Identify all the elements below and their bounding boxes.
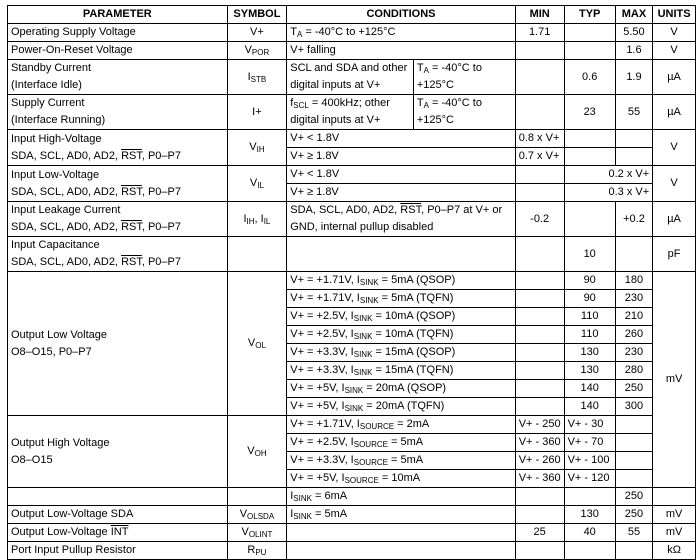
max-cell: 210: [615, 308, 652, 326]
min-cell: V+ - 360: [515, 434, 564, 452]
table-row: [8, 506, 696, 524]
units-cell: mV: [653, 506, 696, 524]
typ-cell: V+ - 30: [564, 416, 615, 434]
max-cell: 280: [615, 362, 652, 380]
typ-cell: 130: [564, 344, 615, 362]
symbol-cell: $V_{OLSDA}$: [227, 506, 287, 524]
condition-cell: V+ = +1.71V, $I_{SINK} = 5mA$ (TQFN): [287, 290, 515, 308]
min-cell: V+ - 250: [515, 416, 564, 434]
header-max: MAX: [615, 6, 652, 24]
units-cell: µA: [653, 202, 696, 237]
min-cell: 25: [515, 524, 564, 542]
min-cell: [515, 380, 564, 398]
min-cell: [515, 184, 564, 202]
min-cell: [515, 95, 564, 130]
min-cell: [515, 166, 564, 184]
condition-cell: V+ = +3.3V, $I_{SINK} = 15mA$ (TQFN): [287, 362, 515, 380]
header-symbol: SYMBOL: [227, 6, 287, 24]
param-cell: Port Input Pullup Resistor: [8, 542, 228, 560]
condition-cell: $T_A = -40^\circ C$ to +125°C: [287, 24, 515, 42]
condition-cell: V+ ≥ 1.8V: [287, 148, 515, 166]
units-cell: V: [653, 24, 696, 42]
max-cell: 250: [615, 380, 652, 398]
typ-cell: 0.6: [564, 60, 615, 95]
units-cell: µA: [653, 95, 696, 130]
condition-cell: V+ = +5V, $I_{SOURCE} = 10mA$: [287, 470, 515, 488]
condition-cell: $T_A = -40^\circ C$ to +125°C: [413, 95, 515, 130]
max-cell: 1.6: [615, 42, 652, 60]
max-cell: 0.2 x V+: [564, 166, 653, 184]
param-cell: Output Low-Voltage SDA: [8, 506, 228, 524]
units-cell: V: [653, 42, 696, 60]
table-row: [8, 202, 696, 237]
symbol-cell: $V_{OLINT}$: [227, 524, 287, 542]
max-cell: 230: [615, 344, 652, 362]
param-cell: Output Low-Voltage $\overline{INT}$: [8, 524, 228, 542]
condition-cell: V+ < 1.8V: [287, 130, 515, 148]
min-cell: [515, 488, 564, 506]
condition-cell: V+ = +2.5V, $I_{SOURCE} = 5mA$: [287, 434, 515, 452]
table-row: [8, 542, 696, 560]
typ-cell: 40: [564, 524, 615, 542]
max-cell: 250: [615, 488, 652, 506]
symbol-cell: [227, 488, 287, 506]
header-typ: TYP: [564, 6, 615, 24]
param-cell: Standby Current (Interface Idle): [8, 60, 228, 95]
units-cell: [653, 488, 696, 506]
typ-cell: [564, 148, 615, 166]
condition-cell: V+ = +3.3V, $I_{SOURCE} = 5mA$: [287, 452, 515, 470]
typ-cell: 23: [564, 95, 615, 130]
min-cell: [515, 42, 564, 60]
condition-cell: V+ falling: [287, 42, 515, 60]
table-row: [8, 166, 696, 184]
units-cell: µA: [653, 60, 696, 95]
max-cell: 260: [615, 326, 652, 344]
condition-cell: V+ = +1.71V, $I_{SINK} = 5mA$ (QSOP): [287, 272, 515, 290]
header-conditions: CONDITIONS: [287, 6, 515, 24]
typ-cell: 110: [564, 308, 615, 326]
max-cell: 55: [615, 95, 652, 130]
max-cell: [615, 416, 652, 434]
max-cell: 55: [615, 524, 652, 542]
max-cell: 180: [615, 272, 652, 290]
max-cell: [615, 470, 652, 488]
typ-cell: [564, 488, 615, 506]
condition-cell: V+ = +3.3V, $I_{SINK} = 15mA$ (QSOP): [287, 344, 515, 362]
symbol-cell: $V_{IH}$: [227, 130, 287, 166]
units-cell: kΩ: [653, 542, 696, 560]
max-cell: [615, 452, 652, 470]
symbol-cell: $V_{OH}$: [227, 416, 287, 488]
max-cell: 300: [615, 398, 652, 416]
typ-cell: [564, 202, 615, 237]
typ-cell: 140: [564, 380, 615, 398]
table-row: [8, 416, 696, 434]
typ-cell: 130: [564, 362, 615, 380]
min-cell: [515, 542, 564, 560]
symbol-cell: V+: [227, 24, 287, 42]
units-cell: V: [653, 166, 696, 202]
condition-cell: [287, 237, 515, 272]
condition-cell: $T_A = -40^\circ C$ to +125°C: [413, 60, 515, 95]
symbol-cell: $V_{POR}$: [227, 42, 287, 60]
max-cell: +0.2: [615, 202, 652, 237]
units-cell: V: [653, 130, 696, 166]
table-row: [8, 524, 696, 542]
condition-cell: [287, 524, 515, 542]
typ-cell: 130: [564, 506, 615, 524]
min-cell: 0.7 x V+: [515, 148, 564, 166]
condition-cell: $f_{SCL} = 400kHz$; other digital inputs at V+: [287, 95, 414, 130]
electrical-characteristics-table: [7, 5, 696, 560]
table-row: [8, 130, 696, 148]
min-cell: [515, 344, 564, 362]
max-cell: [615, 237, 652, 272]
typ-cell: 110: [564, 326, 615, 344]
typ-cell: 10: [564, 237, 615, 272]
param-cell: [8, 488, 228, 506]
condition-cell: $I_{SINK} = 6mA$: [287, 488, 515, 506]
header-min: MIN: [515, 6, 564, 24]
max-cell: [615, 148, 652, 166]
param-cell: Power-On-Reset Voltage: [8, 42, 228, 60]
max-cell: 250: [615, 506, 652, 524]
min-cell: [515, 237, 564, 272]
max-cell: [615, 542, 652, 560]
condition-cell: V+ = +1.71V, $I_{SOURCE} = 2mA$: [287, 416, 515, 434]
param-cell: Output Low Voltage O8–O15, P0–P7: [8, 272, 228, 416]
table-row: [8, 237, 696, 272]
units-cell: pF: [653, 237, 696, 272]
min-cell: [515, 308, 564, 326]
min-cell: 0.8 x V+: [515, 130, 564, 148]
condition-cell: [287, 542, 515, 560]
max-cell: [615, 434, 652, 452]
typ-cell: [564, 542, 615, 560]
header-row: [8, 6, 696, 24]
min-cell: [515, 326, 564, 344]
condition-cell: V+ = +5V, $I_{SINK} = 20mA$ (TQFN): [287, 398, 515, 416]
symbol-cell: $V_{IL}$: [227, 166, 287, 202]
min-cell: [515, 290, 564, 308]
table-row: [8, 95, 696, 130]
max-cell: [615, 130, 652, 148]
typ-cell: 140: [564, 398, 615, 416]
table-row: [8, 488, 696, 506]
typ-cell: [564, 24, 615, 42]
symbol-cell: [227, 237, 287, 272]
condition-cell: $I_{SINK} = 5mA$: [287, 506, 515, 524]
min-cell: [515, 362, 564, 380]
param-cell: Output High Voltage O8–O15: [8, 416, 228, 488]
condition-cell: SCL and SDA and other digital inputs at V+: [287, 60, 414, 95]
max-cell: 5.50: [615, 24, 652, 42]
typ-cell: 90: [564, 290, 615, 308]
header-units: UNITS: [653, 6, 696, 24]
symbol-cell: $I_{IH}$, $I_{IL}$: [227, 202, 287, 237]
condition-cell: V+ < 1.8V: [287, 166, 515, 184]
typ-cell: [564, 130, 615, 148]
condition-cell: V+ = +5V, $I_{SINK} = 20mA$ (QSOP): [287, 380, 515, 398]
symbol-cell: I+: [227, 95, 287, 130]
min-cell: [515, 506, 564, 524]
condition-cell: V+ = +2.5V, $I_{SINK} = 10mA$ (QSOP): [287, 308, 515, 326]
min-cell: [515, 398, 564, 416]
min-cell: [515, 272, 564, 290]
param-cell: Supply Current (Interface Running): [8, 95, 228, 130]
symbol-cell: $V_{OL}$: [227, 272, 287, 416]
max-cell: 0.3 x V+: [564, 184, 653, 202]
param-cell: Input Low-Voltage SDA, SCL, AD0, AD2, $\overline{RST}$, P0–P7: [8, 166, 228, 202]
max-cell: 230: [615, 290, 652, 308]
table-row: [8, 42, 696, 60]
table-row: [8, 60, 696, 95]
min-cell: [515, 60, 564, 95]
param-cell: Operating Supply Voltage: [8, 24, 228, 42]
typ-cell: V+ - 100: [564, 452, 615, 470]
min-cell: -0.2: [515, 202, 564, 237]
typ-cell: 90: [564, 272, 615, 290]
symbol-cell: $R_{PU}$: [227, 542, 287, 560]
param-cell: Input High-Voltage SDA, SCL, AD0, AD2, $\overline{RST}$, P0–P7: [8, 130, 228, 166]
condition-cell: V+ ≥ 1.8V: [287, 184, 515, 202]
typ-cell: V+ - 70: [564, 434, 615, 452]
param-cell: Input Leakage Current SDA, SCL, AD0, AD2, $\overline{RST}$, P0–P7: [8, 202, 228, 237]
condition-cell: SDA, SCL, AD0, AD2, $\overline{RST}$, P0–P7 at V+ or GND, internal pullup disabled: [287, 202, 515, 237]
typ-cell: V+ - 120: [564, 470, 615, 488]
min-cell: 1.71: [515, 24, 564, 42]
max-cell: 1.9: [615, 60, 652, 95]
units-cell: mV: [653, 524, 696, 542]
symbol-cell: $I_{STB}$: [227, 60, 287, 95]
typ-cell: [564, 42, 615, 60]
units-cell: mV: [653, 272, 696, 488]
table-row: [8, 24, 696, 42]
param-cell: Input Capacitance SDA, SCL, AD0, AD2, $\overline{RST}$, P0–P7: [8, 237, 228, 272]
min-cell: V+ - 360: [515, 470, 564, 488]
table-row: [8, 272, 696, 290]
condition-cell: V+ = +2.5V, $I_{SINK} = 10mA$ (TQFN): [287, 326, 515, 344]
header-parameter: PARAMETER: [8, 6, 228, 24]
min-cell: V+ - 260: [515, 452, 564, 470]
